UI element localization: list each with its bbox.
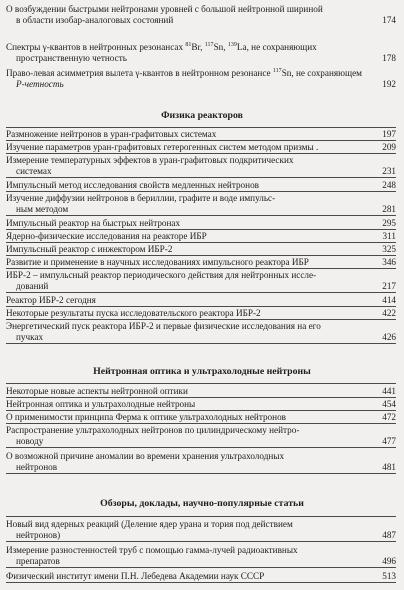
toc-entry[interactable] xyxy=(6,321,396,344)
toc-entry-line: Импульсный реактор на быстрых нейтронах xyxy=(6,218,181,228)
toc-entry-line: пучках xyxy=(16,332,44,342)
toc-entry[interactable] xyxy=(6,399,396,411)
toc-entry[interactable] xyxy=(6,180,396,192)
toc-entry-line: О возможной причине аномалии во времени хранения ультрахолодных xyxy=(6,451,285,461)
toc-page-number: 178 xyxy=(382,53,396,63)
toc-page-number: 513 xyxy=(382,571,396,581)
toc-entry[interactable] xyxy=(6,257,396,269)
toc-entry[interactable] xyxy=(6,386,396,398)
toc-entry-line: Измерение разностенностей труб с помощью гамма-лучей радиоактивных xyxy=(6,545,298,555)
toc-entry[interactable] xyxy=(6,129,396,141)
toc-entry-line: Нейтронная оптика и ультрахолодные нейтроны xyxy=(6,399,196,409)
divider xyxy=(6,383,396,384)
toc-entry-line: Импульсный реактор с инжектором ИБР-2 xyxy=(6,244,173,254)
toc-entry[interactable] xyxy=(6,270,396,293)
toc-entry-line: Право-левая асимметрия вылета γ-квантов в нейтронном резонансе $^{117}$Sn, не сохраняющем xyxy=(6,67,362,78)
toc-page-number: 487 xyxy=(382,530,396,540)
toc-entry-line: Некоторые новые аспекты нейтронной оптики xyxy=(6,386,188,396)
toc-page-number: 441 xyxy=(382,386,396,396)
toc-page-number: 472 xyxy=(382,412,396,422)
toc-page-number: 311 xyxy=(382,231,396,241)
toc-page-number: 197 xyxy=(382,129,396,139)
toc-page-number: 477 xyxy=(382,436,396,446)
toc-entry-line: Развитие и применение в научных исследованиях импульсного реактора ИБР xyxy=(6,257,309,267)
toc-entry-line: Энергетический пуск реактора ИБР-2 и первые физические исследования на его xyxy=(6,321,321,331)
toc-page-number: 231 xyxy=(382,166,396,176)
toc-page-number: 346 xyxy=(382,257,396,267)
toc-entry[interactable] xyxy=(6,4,396,26)
toc-entry-line: пространственную четность xyxy=(16,53,127,63)
toc-entry[interactable] xyxy=(6,412,396,424)
toc-entry[interactable] xyxy=(6,231,396,243)
toc-page-number: 281 xyxy=(382,204,396,214)
toc-entry-line: ным методом xyxy=(16,204,69,214)
divider xyxy=(6,516,396,517)
toc-entry-line: Ядерно-физические исследования на реакторе ИБР xyxy=(6,231,207,241)
toc-entry-line: новоду xyxy=(16,436,44,446)
toc-page-number: 481 xyxy=(382,462,396,472)
toc-entry[interactable] xyxy=(6,451,396,474)
toc-page-number: 422 xyxy=(382,308,396,318)
toc-entry[interactable] xyxy=(6,519,396,542)
toc-entry[interactable] xyxy=(6,295,396,307)
toc-entry[interactable] xyxy=(6,42,396,64)
toc-entry[interactable] xyxy=(6,142,396,154)
toc-entry-line: нейтронов) xyxy=(16,530,61,540)
toc-entry-line: Изучение параметров уран-графитовых гетерогенных систем методом призмы . xyxy=(6,142,319,152)
toc-page-number: 295 xyxy=(382,218,396,228)
toc-entry-line: дований xyxy=(16,281,49,291)
toc-entry[interactable] xyxy=(6,545,396,568)
toc-entry-line: ИБР-2 – импульсный реактор периодического действия для нейтронных иссле- xyxy=(6,270,317,280)
toc-entry-line: О возбуждении быстрыми нейтронами уровней с большой нейтронной шириной xyxy=(6,4,323,14)
section-title: Физика реакторов xyxy=(161,110,243,121)
toc-entry-line: Изучение диффузии нейтронов в бериллии, графите и воде импульс- xyxy=(6,193,276,203)
toc-page-number: 248 xyxy=(382,180,396,190)
toc-page-number: 174 xyxy=(382,15,396,25)
toc-entry-line: О применимости принципа Ферма к оптике ультрахолодных нейтронов xyxy=(6,412,286,422)
toc-entry-line: Новый вид ядерных реакций (Деление ядер урана и тория под действием xyxy=(6,519,293,529)
toc-entry[interactable] xyxy=(6,68,396,90)
toc-entry[interactable] xyxy=(6,308,396,320)
toc-entry-line: Некоторые результаты пуска исследовательского реактора ИБР-2 xyxy=(6,308,261,318)
toc-entry-line: Физический институт имени П.Н. Лебедева Академии наук СССР xyxy=(6,571,265,581)
toc-entry-line: Спектры γ-квантов в нейтронных резонансах $^{81}$Br, $^{117}$Sn, $^{139}$La, не сохраняющих xyxy=(6,41,317,52)
toc-entry-line: нейтронов xyxy=(16,462,58,472)
toc-entry-line: Измерение температурных эффектов в уран-графитовых подкритических xyxy=(6,155,294,165)
toc-entry-line: препаратов xyxy=(16,556,60,566)
toc-page-number: 426 xyxy=(382,332,396,342)
toc-entry-line: Импульсный метод исследования свойств медленных нейтронов xyxy=(6,180,260,190)
toc-entry-line: Реактор ИБР-2 сегодня xyxy=(6,295,96,305)
toc-entry[interactable] xyxy=(6,244,396,256)
toc-entry[interactable] xyxy=(6,155,396,178)
toc-entry-line: системах xyxy=(16,166,52,176)
toc-page-number: 325 xyxy=(382,244,396,254)
divider xyxy=(6,127,396,128)
section-title: Нейтронная оптика и ультрахолодные нейтроны xyxy=(93,366,311,377)
toc-page-number: 414 xyxy=(382,295,396,305)
toc-entry-line: Распространение ультрахолодных нейтронов по цилиндрическому нейтро- xyxy=(6,425,300,435)
toc-page-number: 217 xyxy=(382,281,396,291)
toc-page-number: 496 xyxy=(382,556,396,566)
toc-page-number: 454 xyxy=(382,399,396,409)
toc-entry-line: в области изобар-аналоговых состояний xyxy=(16,15,174,25)
toc-page-number: 209 xyxy=(382,142,396,152)
toc-entry[interactable] xyxy=(6,571,396,583)
toc-entry[interactable] xyxy=(6,425,396,448)
section-title: Обзоры, доклады, научно-популярные статьи xyxy=(100,498,304,509)
toc-entry-line: P-четность xyxy=(16,79,64,89)
toc-entry[interactable] xyxy=(6,218,396,230)
toc-page-number: 192 xyxy=(382,79,396,89)
toc-entry-line: Размножение нейтронов в уран-графитовых системах xyxy=(6,129,217,139)
toc-entry[interactable] xyxy=(6,193,396,216)
